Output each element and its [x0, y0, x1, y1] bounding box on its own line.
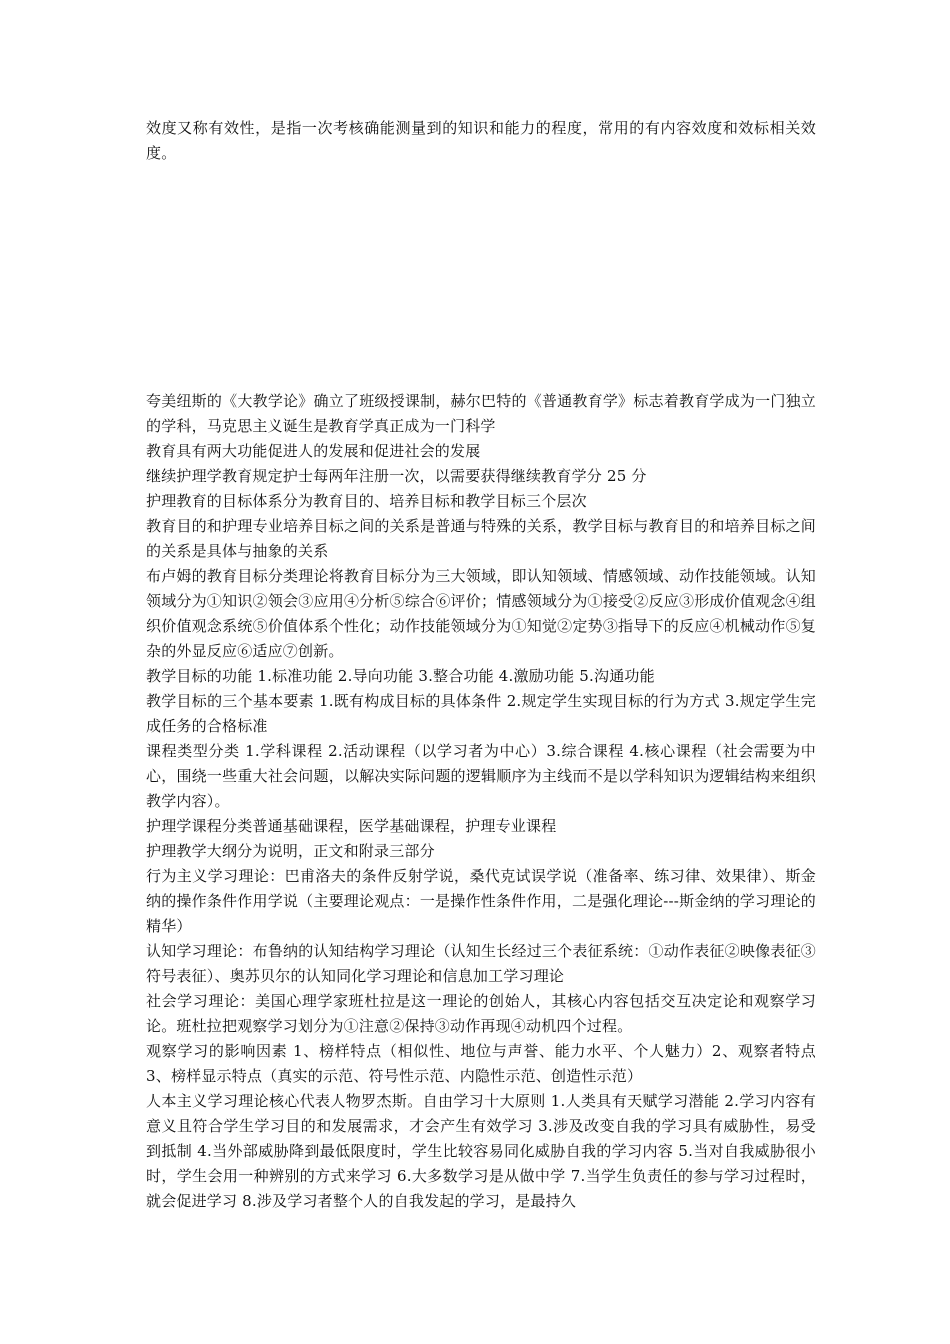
paragraph-6: 布卢姆的教育目标分类理论将教育目标分为三大领域，即认知领域、情感领域、动作技能领域。认知领域分为①知识②领会③应用④分析⑤综合⑥评价；情感领域分为①接受②反应③形成价值观念④组织价值观念系统⑤价值体系个性化；动作技能领域分为①知觉②定势③指导下的反应④机械动作⑤复杂的外显反应⑥适应⑦创新。 [146, 567, 816, 660]
main-section [146, 389, 816, 1214]
intro-section [146, 116, 816, 166]
paragraph-3: 继续护理学教育规定护士每两年注册一次，以需要获得继续教育学分 25 分 [146, 467, 647, 485]
paragraph-16: 人本主义学习理论核心代表人物罗杰斯。自由学习十大原则 1.人类具有天赋学习潜能 2.学习内容有意义且符合学生学习目的和发展需求，才会产生有效学习 3.涉及改变自我的学习具有威胁性，易受到抵制 4.当外部威胁降到最低限度时，学生比较容易同化威胁自我的学习内容 5.当对自我威胁很小时，学生会用一种辨别的方式来学习 6.大多数学习是从做中学 7.当学生负责任的参与学习过程时，就会促进学习 8.涉及学习者整个人的自我发起的学习，是最持久 [146, 1092, 816, 1210]
paragraph-2: 教育具有两大功能促进人的发展和促进社会的发展 [146, 442, 481, 460]
paragraph-15: 观察学习的影响因素 1、榜样特点（相似性、地位与声誉、能力水平、个人魅力）2、观察者特点 3、榜样显示特点（真实的示范、符号性示范、内隐性示范、创造性示范） [146, 1042, 816, 1085]
paragraph-9: 课程类型分类 1.学科课程 2.活动课程（以学习者为中心）3.综合课程 4.核心课程（社会需要为中心，围绕一些重大社会问题，以解决实际问题的逻辑顺序为主线而不是以学科知识为逻辑结构来组织教学内容）。 [146, 742, 816, 810]
paragraph-11: 护理教学大纲分为说明，正文和附录三部分 [146, 842, 435, 860]
paragraph-12: 行为主义学习理论：巴甫洛夫的条件反射学说，桑代克试误学说（准备率、练习律、效果律）、斯金纳的操作条件作用学说（主要理论观点：一是操作性条件作用，二是强化理论---斯金纳的学习理论的精华） [146, 867, 816, 935]
paragraph-5: 教育目的和护理专业培养目标之间的关系是普通与特殊的关系，教学目标与教育目的和培养目标之间的关系是具体与抽象的关系 [146, 517, 816, 560]
paragraph-14: 社会学习理论：美国心理学家班杜拉是这一理论的创始人，其核心内容包括交互决定论和观察学习论。班杜拉把观察学习划分为①注意②保持③动作再现④动机四个过程。 [146, 992, 816, 1035]
paragraph-1: 夸美纽斯的《大教学论》确立了班级授课制，赫尔巴特的《普通教育学》标志着教育学成为一门独立的学科，马克思主义诞生是教育学真正成为一门科学 [146, 392, 816, 435]
paragraph-4: 护理教育的目标体系分为教育目的、培养目标和教学目标三个层次 [146, 492, 587, 510]
paragraph-7: 教学目标的功能 1.标准功能 2.导向功能 3.整合功能 4.激励功能 5.沟通功能 [146, 667, 655, 685]
paragraph-8: 教学目标的三个基本要素 1.既有构成目标的具体条件 2.规定学生实现目标的行为方式 3.规定学生完成任务的合格标准 [146, 692, 816, 735]
paragraph-13: 认知学习理论：布鲁纳的认知结构学习理论（认知生长经过三个表征系统：①动作表征②映像表征③符号表征）、奥苏贝尔的认知同化学习理论和信息加工学习理论 [146, 942, 816, 985]
paragraph-10: 护理学课程分类普通基础课程，医学基础课程，护理专业课程 [146, 817, 557, 835]
intro-paragraph: 效度又称有效性，是指一次考核确能测量到的知识和能力的程度，常用的有内容效度和效标相关效度。 [146, 119, 816, 162]
